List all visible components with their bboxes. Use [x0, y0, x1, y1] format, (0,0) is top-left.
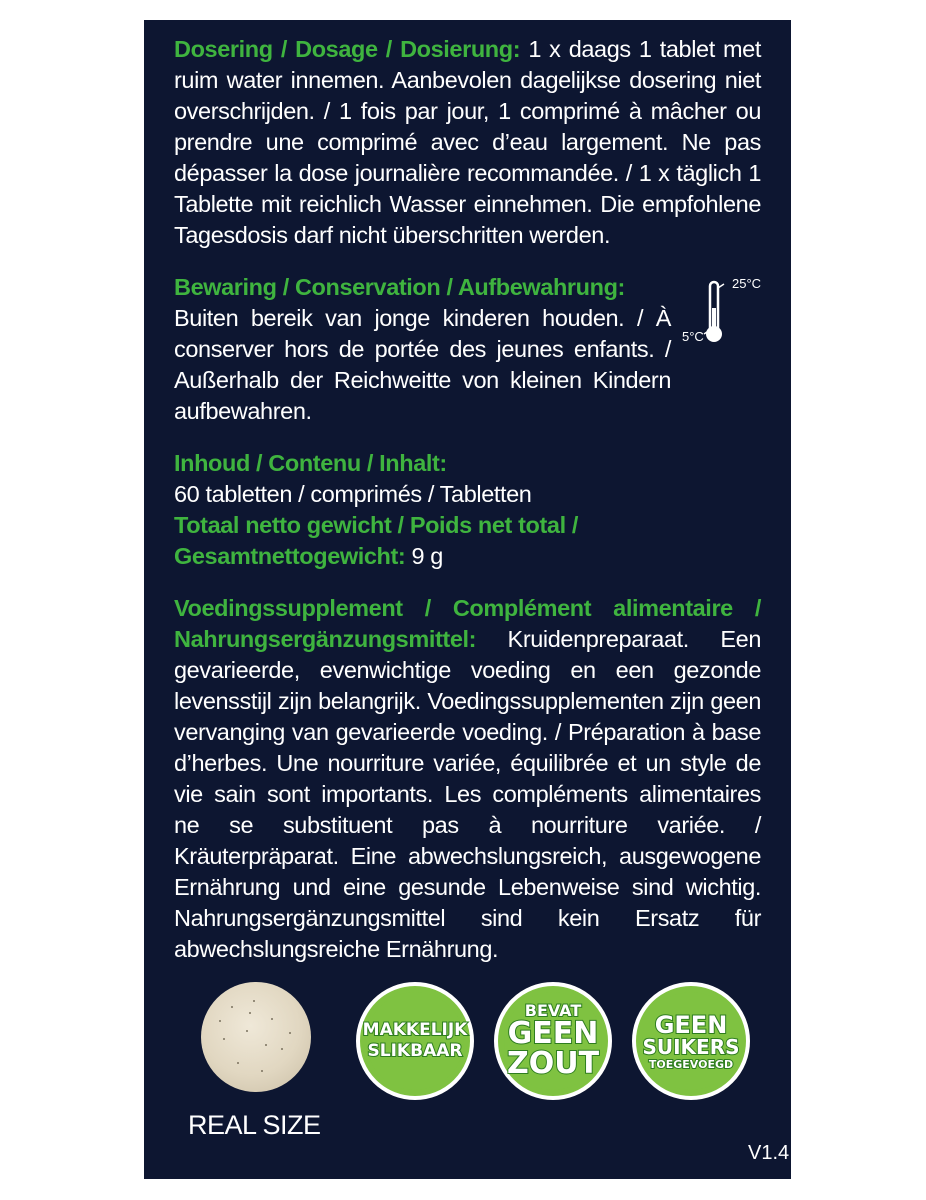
easy-to-swallow-badge [356, 982, 474, 1100]
dosage-section [174, 34, 761, 251]
supplement-heading: Voedingssupplement / Complément alimentaire / Nahrungsergänzungsmittel: [174, 595, 761, 652]
badge-easy-line2: SLIKBAAR [367, 1041, 463, 1061]
temperature-range-icon [674, 276, 764, 356]
storage-section [174, 272, 761, 427]
contents-text: 60 tabletten / comprimés / Tabletten [174, 481, 532, 507]
storage-heading [174, 272, 671, 303]
label-text [174, 34, 761, 965]
temp-max-label: 25°C [732, 276, 762, 291]
label-panel [144, 20, 791, 1179]
no-salt-badge [494, 982, 612, 1100]
badge-sugar-line3: TOEGEVOEGD [648, 1057, 734, 1071]
tablet-image [201, 982, 311, 1092]
net-weight [174, 510, 614, 572]
supplement-text: Kruidenpreparaat. Een gevarieerde, evenwichtige voeding en een gezonde levensstijl zijn belangrijk. Voedingssupplementen zijn geen vervanging van gevarieerde voeding. / Préparation à base d’herbes. Une nourriture variée, équilibrée et un style de vie sain sont importants. Les compléments alimentaires ne se substituent pas à nourriture variée. / Kräuterpräparat. Eine abwechslungsreich, ausgewogene Ernährung und eine gesunde Lebenweise sind wichtig. Nahrungsergänzungsmittel sind kein Ersatz für abwechslungsreiche Ernährung. [174, 626, 761, 962]
badge-sugar-line1: GEEN [654, 1010, 728, 1039]
storage-text: Buiten bereik van jonge kinderen houden. / À conserver hors de portée des jeunes enfants. / Außerhalb der Reichweitte von kleinen Kindern aufbewahren. [174, 305, 671, 424]
real-size-label: REAL SIZE [188, 1110, 321, 1140]
temp-min-label: 5°C [682, 329, 704, 344]
badge-salt-line2: GEEN [507, 1016, 599, 1051]
contents-heading-text: Inhoud / Contenu / Inhalt: [174, 450, 447, 476]
no-added-sugar-badge [632, 982, 750, 1100]
net-weight-heading: Totaal netto gewicht / Poids net total / Gesamtnettogewicht: [174, 512, 578, 569]
contents-heading [174, 448, 761, 479]
supplement-section [174, 593, 761, 965]
version-label: V1.4 [748, 1142, 790, 1164]
net-weight-value: 9 g [405, 543, 443, 569]
badge-salt-line3: ZOUT [506, 1046, 600, 1081]
dosage-text: 1 x daags 1 tablet met ruim water innemen. Aanbevolen dagelijkse dosering niet overschrijden. / 1 fois par jour, 1 comprimé à mâcher ou prendre une comprimé avec d’eau largement. Ne pas dépasser la dose journalière recommandée. / 1 x täglich 1 Tablette mit reichlich Wasser einnehmen. Die empfohlene Tagesdosis darf nicht überschritten werden. [174, 36, 761, 248]
badge-easy-line1: MAKKELIJK [362, 1020, 468, 1040]
dosage-heading: Dosering / Dosage / Dosierung: [174, 36, 521, 62]
contents-section [174, 448, 761, 572]
storage-heading-text: Bewaring / Conservation / Aufbewahrung: [174, 274, 625, 300]
badge-sugar-line2: SUIKERS [642, 1034, 740, 1059]
badge-salt-line1: BEVAT [524, 1001, 582, 1020]
